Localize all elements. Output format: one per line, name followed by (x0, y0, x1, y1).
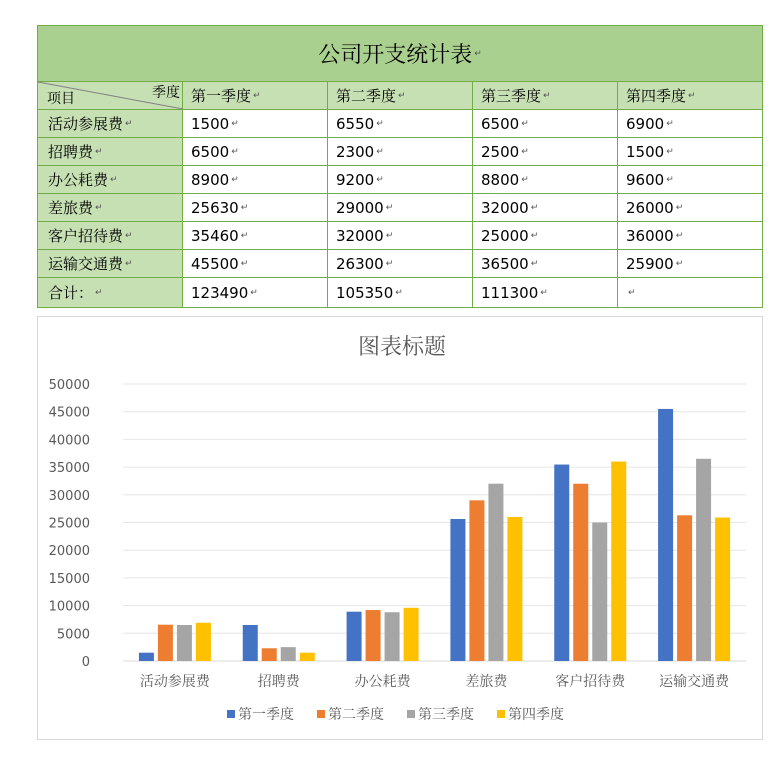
value-cell[interactable]: 25900 ↵ (626, 254, 684, 273)
bar-series (139, 409, 730, 661)
bar (196, 623, 211, 661)
paragraph-mark-icon: ↵ (385, 230, 394, 241)
table-title (38, 26, 762, 82)
row-label-cell[interactable]: 客户招待费 ↵ (38, 222, 183, 249)
paragraph-mark-icon: ↵ (543, 90, 551, 101)
value-cell[interactable]: 1500 ↵ (626, 142, 674, 161)
paragraph-mark-icon: ↵ (95, 146, 103, 157)
row-label-cell[interactable]: 办公耗费 ↵ (38, 166, 183, 193)
total-value-cell[interactable]: 111300 ↵ (473, 278, 618, 307)
value-cell[interactable]: 36000 ↵ (626, 226, 684, 245)
table-row (38, 194, 762, 222)
paragraph-mark-icon: ↵ (521, 174, 529, 185)
y-tick-label: 0 (81, 655, 90, 670)
bar (658, 409, 673, 661)
value-cell[interactable]: 6500 ↵ (183, 138, 328, 165)
value-cell[interactable]: 36500 ↵ (473, 250, 618, 277)
value-cell[interactable]: 1500 ↵ (183, 110, 328, 137)
value-cell[interactable]: 2500 ↵ (473, 138, 618, 165)
paragraph-mark-icon: ↵ (110, 174, 118, 185)
corner-row-label: 项目 (47, 91, 75, 107)
bar (450, 519, 465, 661)
value-cell[interactable]: 32000 ↵ (473, 194, 618, 221)
value-cell[interactable]: 25630 ↵ (183, 194, 328, 221)
table-row (38, 250, 762, 278)
paragraph-mark-icon: ↵ (385, 258, 394, 269)
legend-label: 第三季度 (418, 707, 474, 723)
y-tick-label: 40000 (48, 433, 90, 449)
paragraph-mark-icon: ↵ (231, 174, 239, 185)
bar (139, 653, 154, 661)
paragraph-mark-icon: ↵ (240, 258, 249, 269)
table-title-text: 公司开支统计表 (318, 43, 473, 68)
paragraph-mark-icon: ↵ (675, 258, 684, 269)
chart-title: 图表标题 (357, 335, 447, 360)
bar (507, 517, 522, 661)
bar (281, 647, 296, 661)
paragraph-mark-icon: ↵ (688, 90, 696, 101)
paragraph-mark-icon: ↵ (675, 230, 684, 241)
bar (715, 518, 730, 661)
value-cell[interactable]: 25000 ↵ (473, 222, 618, 249)
y-tick-label: 5000 (56, 627, 90, 643)
table-row (38, 138, 762, 166)
header-cell-q3[interactable]: 第三季度 ↵ (473, 82, 618, 109)
paragraph-mark-icon: ↵ (376, 146, 384, 157)
chart-legend (227, 706, 564, 723)
x-tick-label: 活动参展费 (139, 674, 210, 690)
gridlines (123, 384, 746, 661)
legend-label: 第一季度 (238, 707, 294, 723)
paragraph-mark-icon: ↵ (95, 287, 103, 298)
value-cell[interactable]: 29000 ↵ (328, 194, 473, 221)
bar (488, 484, 503, 661)
chart-canvas (38, 317, 762, 739)
value-cell[interactable]: 9200 ↵ (328, 166, 473, 193)
paragraph-mark-icon: ↵ (474, 48, 482, 59)
y-tick-label: 20000 (48, 544, 90, 560)
bar (177, 625, 192, 661)
total-value-cell[interactable] (618, 278, 762, 307)
header-cell-q2[interactable]: 第二季度 ↵ (328, 82, 473, 109)
x-axis-ticks (140, 673, 730, 690)
paragraph-mark-icon: ↵ (398, 90, 406, 101)
paragraph-mark-icon: ↵ (628, 287, 636, 298)
bar (611, 462, 626, 661)
bar (243, 625, 258, 661)
paragraph-mark-icon: ↵ (521, 146, 529, 157)
paragraph-mark-icon: ↵ (95, 202, 103, 213)
bar (592, 523, 607, 662)
paragraph-mark-icon: ↵ (125, 258, 133, 269)
table-row (38, 166, 762, 194)
y-tick-label: 10000 (48, 599, 90, 615)
paragraph-mark-icon: ↵ (231, 118, 239, 129)
value-cell[interactable]: 8900 ↵ (183, 166, 328, 193)
paragraph-mark-icon: ↵ (253, 90, 261, 101)
paragraph-mark-icon: ↵ (666, 174, 674, 185)
paragraph-mark-icon: ↵ (240, 230, 249, 241)
paragraph-mark-icon: ↵ (521, 118, 529, 129)
y-tick-label: 35000 (48, 461, 90, 477)
paragraph-mark-icon: ↵ (675, 202, 684, 213)
row-label-cell[interactable]: 运输交通费 ↵ (38, 250, 183, 277)
value-cell[interactable]: 8800 ↵ (473, 166, 618, 193)
corner-header-cell[interactable] (38, 82, 183, 109)
bar (366, 610, 381, 661)
x-tick-label: 客户招待费 (555, 674, 626, 690)
y-tick-label: 25000 (48, 516, 90, 532)
x-tick-label: 办公耗费 (354, 674, 411, 690)
y-tick-label: 50000 (48, 378, 90, 393)
y-tick-label: 30000 (48, 488, 90, 504)
paragraph-mark-icon: ↵ (125, 118, 133, 129)
paragraph-mark-icon: ↵ (231, 146, 239, 157)
value-cell[interactable]: 9600 ↵ (626, 170, 674, 189)
x-tick-label: 差旅费 (465, 674, 508, 690)
total-label-cell[interactable]: 合计： ↵ (38, 278, 183, 307)
expense-chart[interactable] (37, 316, 763, 740)
bar (573, 484, 588, 661)
paragraph-mark-icon: ↵ (530, 230, 539, 241)
y-tick-label: 45000 (48, 405, 90, 421)
row-label-cell[interactable]: 差旅费 ↵ (38, 194, 183, 221)
y-axis-ticks (49, 378, 90, 670)
bar (696, 459, 711, 661)
legend-swatch (227, 710, 235, 718)
table-header-row (38, 82, 762, 110)
bar (554, 465, 569, 661)
bar (677, 515, 692, 661)
value-cell[interactable]: 45500 ↵ (183, 250, 328, 277)
paragraph-mark-icon: ↵ (376, 118, 384, 129)
x-tick-label: 招聘费 (257, 674, 300, 690)
paragraph-mark-icon: ↵ (385, 202, 394, 213)
bar (404, 608, 419, 661)
value-cell[interactable]: 6500 ↵ (473, 110, 618, 137)
paragraph-mark-icon: ↵ (530, 202, 539, 213)
legend-label: 第二季度 (328, 707, 384, 723)
x-tick-label: 运输交通费 (659, 674, 730, 690)
bar (469, 500, 484, 661)
corner-col-label: 季度 (152, 85, 180, 101)
bar (347, 612, 362, 661)
row-label-cell[interactable]: 活动参展费 ↵ (38, 110, 183, 137)
paragraph-mark-icon: ↵ (530, 258, 539, 269)
expense-table (37, 25, 763, 308)
paragraph-mark-icon: ↵ (666, 118, 674, 129)
value-cell[interactable]: 26000 ↵ (626, 198, 684, 217)
bar (158, 625, 173, 661)
paragraph-mark-icon: ↵ (666, 146, 674, 157)
value-cell[interactable]: 6900 ↵ (626, 114, 674, 133)
value-cell[interactable]: 35460 ↵ (183, 222, 328, 249)
table-row (38, 110, 762, 138)
table-total-row (38, 278, 762, 307)
paragraph-mark-icon: ↵ (240, 202, 249, 213)
value-cell[interactable]: 26300 ↵ (328, 250, 473, 277)
bar (385, 612, 400, 661)
header-cell-q4[interactable]: 第四季度 ↵ (618, 82, 762, 109)
legend-swatch (497, 710, 505, 718)
total-value-cell[interactable]: 105350 ↵ (328, 278, 473, 307)
header-cell-q1[interactable]: 第一季度 ↵ (183, 82, 328, 109)
paragraph-mark-icon: ↵ (125, 230, 133, 241)
bar (262, 648, 277, 661)
total-value-cell[interactable]: 123490 ↵ (183, 278, 328, 307)
paragraph-mark-icon: ↵ (395, 287, 403, 298)
table-row (38, 222, 762, 250)
value-cell[interactable]: 6550 ↵ (328, 110, 473, 137)
paragraph-mark-icon: ↵ (250, 287, 258, 298)
bar (300, 653, 315, 661)
value-cell[interactable]: 2300 ↵ (328, 138, 473, 165)
y-tick-label: 15000 (48, 571, 90, 587)
row-label-cell[interactable]: 招聘费 ↵ (38, 138, 183, 165)
paragraph-mark-icon: ↵ (376, 174, 384, 185)
paragraph-mark-icon: ↵ (540, 287, 548, 298)
legend-swatch (407, 710, 415, 718)
value-cell[interactable]: 32000 ↵ (328, 222, 473, 249)
legend-swatch (317, 710, 325, 718)
legend-label: 第四季度 (508, 707, 564, 723)
